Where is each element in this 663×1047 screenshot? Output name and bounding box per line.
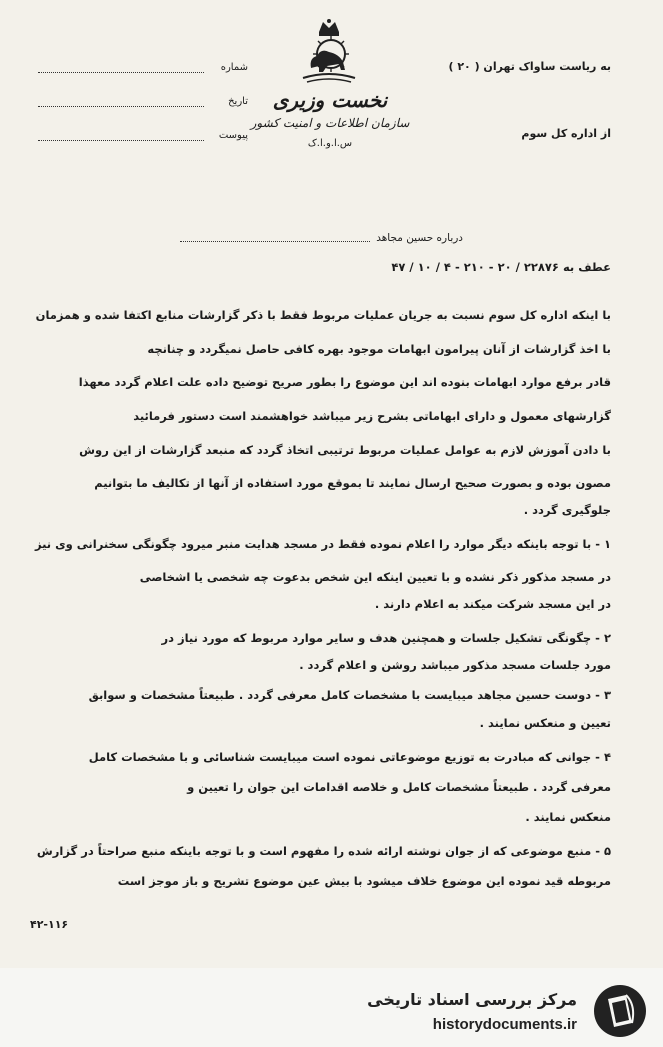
footer-title: مرکز بررسی اسناد تاریخی [367, 990, 577, 1009]
date-field [38, 96, 248, 112]
body-line: ۵ - منبع موضوعی که از جوان نوشته ارائه شده را مفهوم است و با توجه باینکه منبع صراحتاً در گزارش [36, 844, 611, 858]
body-line: ۲ - چگونگی تشکیل جلسات و همچنین هدف و سایر موارد مربوط که مورد نیاز در [161, 631, 611, 645]
body-line: گزارشهای معمول و دارای ابهاماتی بشرح زیر میباشد خواهشمند است دستور فرمائید [133, 409, 611, 423]
date-label: تاریخ [228, 96, 248, 107]
body-line: با دادن آموزش لازم به عوامل عملیات مربوط ترتیبی اتخاذ گردد که منبعد گزارشات از این روش [79, 443, 611, 457]
organization-block [250, 88, 410, 149]
org-name-line2: سازمان اطلاعات و امنیت کشور [250, 116, 410, 130]
body-line: در مسجد مذکور ذکر نشده و با تعیین اینکه این شخص بدعوت چه شخصی یا اشخاصی [139, 570, 611, 584]
recipient-to: به ریاست ساواک تهران ( ۲۰ ) [448, 60, 611, 73]
number-blank [38, 72, 204, 73]
body-line: ۱ - با توجه باینکه دیگر موارد را اعلام نموده فقط در مسجد هدایت منبر میرود چگونگی سخنرانی وی نیز [34, 537, 611, 551]
sender-from: از اداره کل سوم [521, 127, 611, 140]
body-line: ۴ - جوانی که مبادرت به توزیع موضوعاتی نموده است میبایست شناسائی و با مشخصات کامل [88, 750, 611, 764]
lion-and-sun-emblem-icon [297, 18, 361, 86]
attachment-blank [38, 140, 204, 141]
body-line: ۳ - دوست حسین مجاهد میبایست با مشخصات کامل معرفی گردد . طبیعتاً مشخصات و سوابق [88, 688, 611, 702]
page-code: ۴۲-۱۱۶ [30, 918, 69, 931]
subject-underline [180, 241, 370, 242]
body-line: معرفی گردد . طبیعتاً مشخصات کامل و خلاصه اقدامات این جوان را تعیین و [187, 780, 611, 794]
body-line: مورد جلسات مسجد مذکور میباشد روشن و اعلام گردد . [299, 658, 611, 672]
attachment-field [38, 130, 248, 146]
body-line: مصون بوده و بصورت صحیح ارسال نمایند تا بموقع مورد استفاده از آنها از تکالیف ما بتوانیم [94, 476, 611, 490]
body-line: مربوطه قید نموده این موضوع خلاف میشود با بیش عین موضوع تشریح و باز موجز است [117, 874, 611, 888]
body-line: قادر برفع موارد ابهامات بنوده اند این موضوع را بطور صریح توضیح داده علت اعلام گردد معهذا [78, 375, 611, 389]
body-line: در این مسجد شرکت میکند به اعلام دارند . [374, 597, 611, 611]
org-code: س.ا.و.ا.ک [307, 138, 353, 149]
body-line: با اینکه اداره کل سوم نسبت به جریان عملیات مربوط فقط با ذکر گزارشات منابع اکتفا شده و همزمان [35, 308, 611, 322]
body-line: با اخذ گزارشات از آنان پیرامون ابهامات موجود بهره کافی حاصل نمیگردد و چنانچه [147, 342, 611, 356]
body-line: تعیین و منعکس نمایند . [479, 716, 611, 730]
archive-logo-icon [592, 983, 648, 1039]
body-line: جلوگیری گردد . [523, 503, 611, 517]
attachment-label: پیوست [218, 130, 248, 141]
date-blank [38, 106, 204, 107]
number-label: شماره [220, 62, 248, 73]
org-name-line1: نخست وزیری [272, 88, 388, 112]
number-field [38, 62, 248, 78]
subject-line: درباره حسین مجاهد [376, 232, 463, 244]
reference-number: عطف به ۲۲۸۷۶ / ۲۰ - ۲۱۰ - ۴ / ۱۰ / ۴۷ [391, 260, 611, 274]
footer-url: historydocuments.ir [432, 1016, 577, 1033]
body-line: منعکس نمایند . [525, 810, 611, 824]
